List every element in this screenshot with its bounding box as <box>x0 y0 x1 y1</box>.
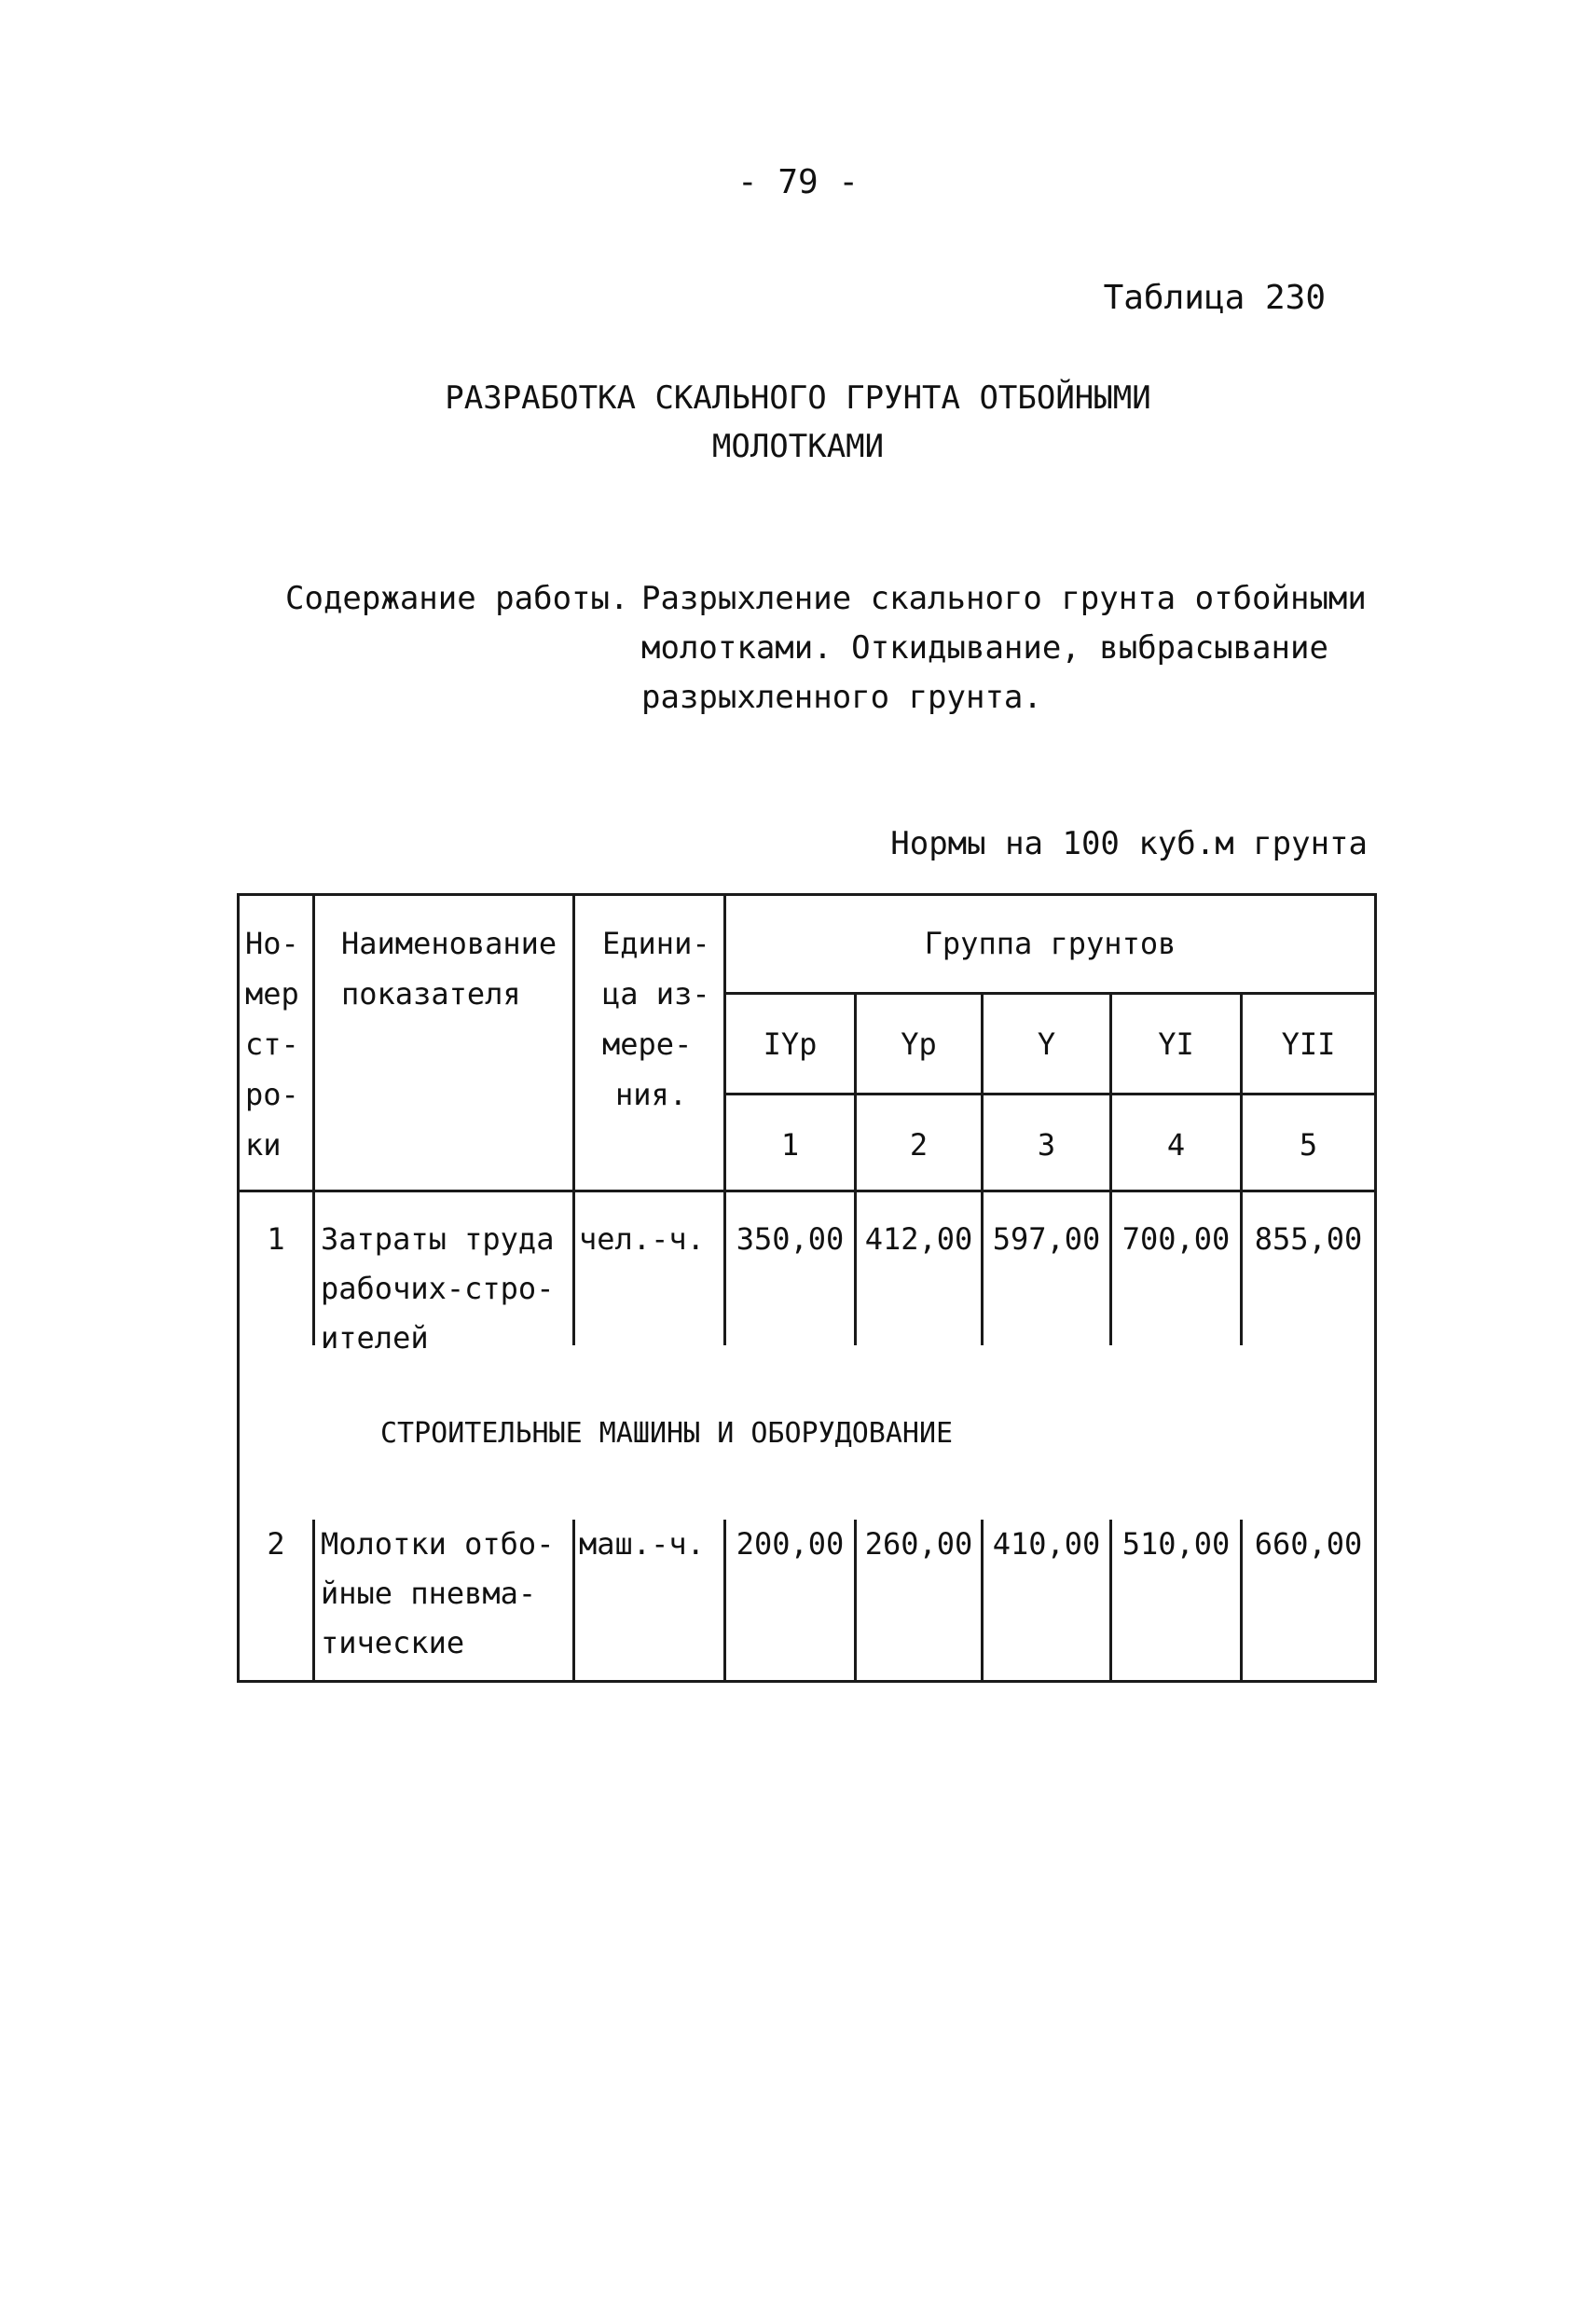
table-caption: Таблица 230 <box>1103 279 1326 317</box>
row-value: 200,00 <box>736 1526 845 1562</box>
table-right-border <box>1374 893 1377 1683</box>
page-number: - 79 - <box>736 163 860 201</box>
row-number: 1 <box>267 1221 285 1257</box>
header-unit: ния. <box>615 1077 688 1112</box>
header-row-number: Но- <box>245 926 299 961</box>
work-content-line: разрыхленного грунта. <box>641 679 1042 716</box>
row-value: 597,00 <box>992 1221 1101 1257</box>
header-row-number: ки <box>245 1127 282 1163</box>
document-title-line-2: МОЛОТКАМИ <box>711 428 885 465</box>
header-group-5: YII <box>1281 1026 1336 1062</box>
work-content-line: молотками. Откидывание, выбрасывание <box>641 629 1328 667</box>
header-row-number: ро- <box>245 1077 299 1112</box>
section-heading: СТРОИТЕЛЬНЫЕ МАШИНЫ И ОБОРУДОВАНИЕ <box>380 1417 954 1450</box>
header-unit: Едини- <box>602 926 710 961</box>
header-bottom-border <box>237 1190 1376 1192</box>
row-value: 412,00 <box>864 1221 973 1257</box>
col-divider-unit <box>723 893 726 1345</box>
header-unit: ца из- <box>602 976 710 1012</box>
row-value: 410,00 <box>992 1526 1101 1562</box>
header-indicator-name: Наименование <box>341 926 557 961</box>
row-number: 2 <box>267 1526 285 1562</box>
header-col-number: 5 <box>1299 1127 1318 1163</box>
row-indicator-name: йные пневма- <box>321 1576 537 1611</box>
table-top-border <box>237 893 1376 896</box>
row-indicator-name: ителей <box>321 1320 429 1356</box>
header-col-number: 4 <box>1166 1127 1186 1163</box>
document-title-line-1: РАЗРАБОТКА СКАЛЬНОГО ГРУНТА ОТБОЙНЫМИ <box>445 379 1151 417</box>
header-soil-group: Группа грунтов <box>924 926 1176 961</box>
header-unit: мере- <box>602 1026 693 1062</box>
table-left-border <box>237 893 240 1683</box>
row-value: 660,00 <box>1254 1526 1363 1562</box>
row-indicator-name: Молотки отбо- <box>321 1526 555 1562</box>
col-divider-name <box>572 1520 575 1683</box>
row-value: 260,00 <box>864 1526 973 1562</box>
header-group-1: IYр <box>763 1026 818 1062</box>
header-indicator-name: показателя <box>341 976 521 1012</box>
row-value: 510,00 <box>1121 1526 1231 1562</box>
header-col-number: 3 <box>1037 1127 1056 1163</box>
table-bottom-border <box>237 1680 1376 1683</box>
col-divider-no <box>312 893 315 1345</box>
header-group-3: Y <box>1037 1026 1056 1062</box>
header-group-4: YI <box>1158 1026 1194 1062</box>
row-indicator-name: Затраты труда <box>321 1221 555 1257</box>
work-content-label: Содержание работы. <box>285 580 629 617</box>
group-header-divider <box>725 992 1376 995</box>
header-group-2: Yр <box>901 1026 937 1062</box>
header-row-number: мер <box>245 976 299 1012</box>
work-content-line: Разрыхление скального грунта отбойными <box>641 580 1367 617</box>
row-value: 700,00 <box>1121 1221 1231 1257</box>
header-col-number: 1 <box>780 1127 800 1163</box>
row-value: 855,00 <box>1254 1221 1363 1257</box>
header-row-number: ст- <box>245 1026 299 1062</box>
row-indicator-name: рабочих-стро- <box>321 1271 555 1306</box>
header-col-number: 2 <box>909 1127 929 1163</box>
col-divider-no <box>312 1520 315 1683</box>
row-value: 350,00 <box>736 1221 845 1257</box>
row-unit: маш.-ч. <box>579 1526 705 1562</box>
norms-note: Нормы на 100 куб.м грунта <box>890 825 1368 862</box>
row-indicator-name: тические <box>321 1625 465 1660</box>
group-number-divider <box>725 1093 1376 1095</box>
row-unit: чел.-ч. <box>579 1221 705 1257</box>
col-divider-name <box>572 893 575 1345</box>
